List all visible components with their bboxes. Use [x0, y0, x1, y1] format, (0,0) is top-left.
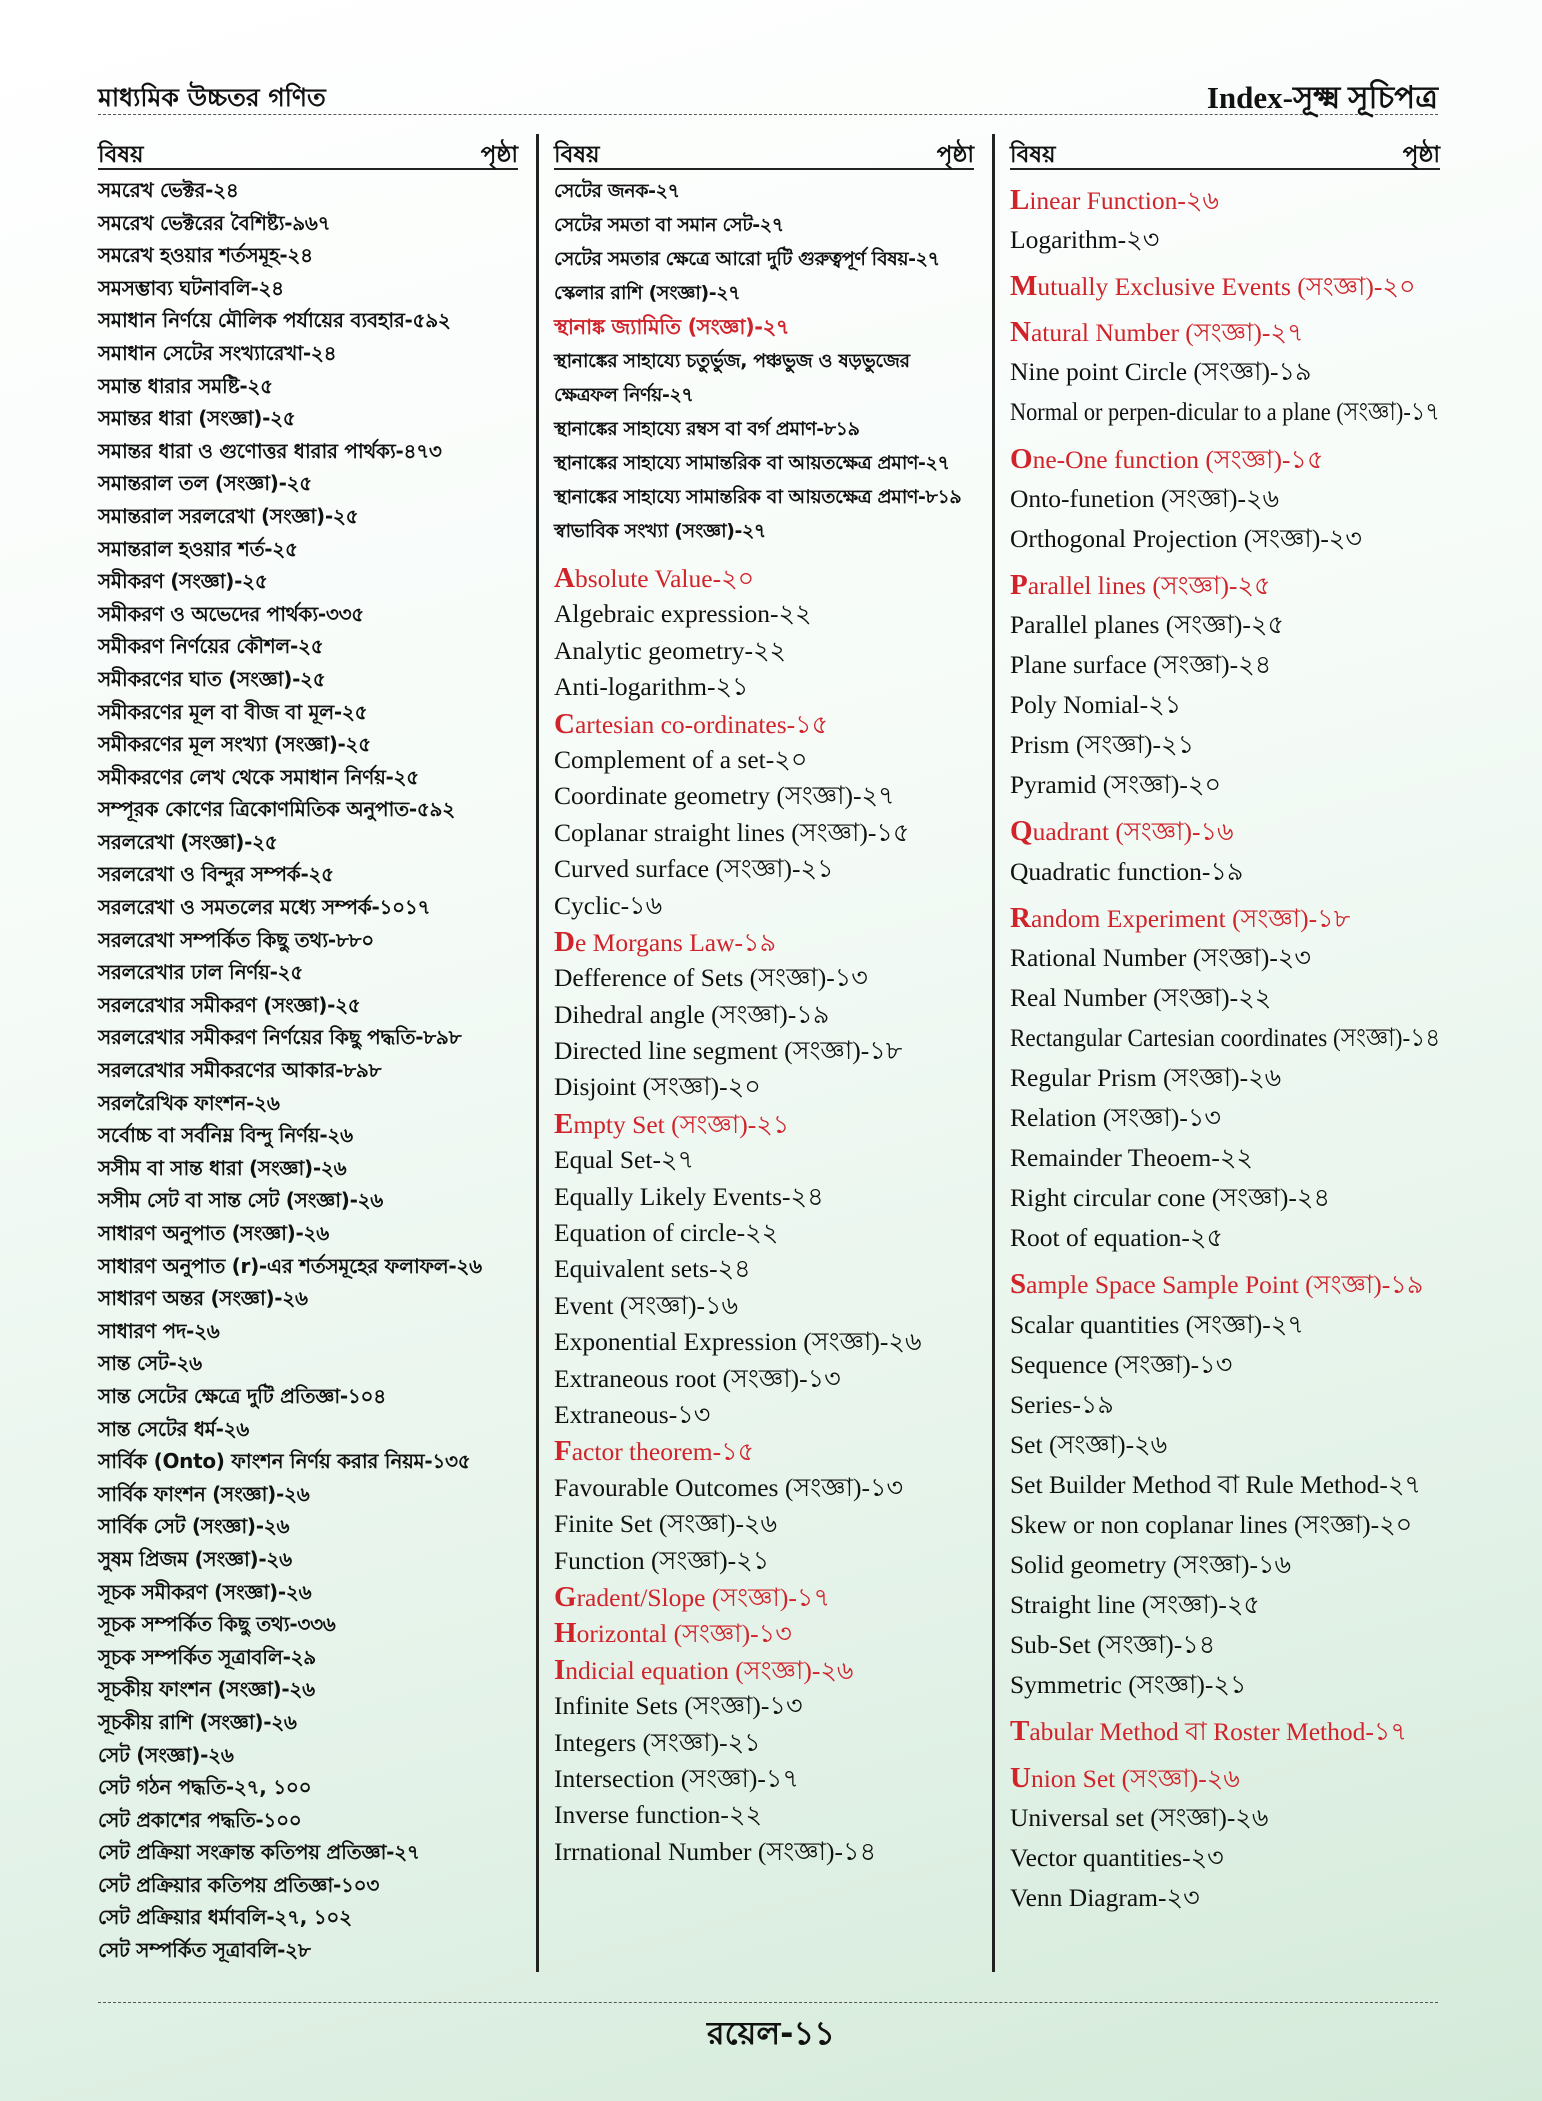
index-entry: সমান্তর ধারা ও গুণোত্তর ধারার পার্থক্য-৪৭৩ [98, 438, 442, 463]
index-heading [554, 1615, 974, 1651]
index-entry: Event (সংজ্ঞা)-১৬ [554, 1290, 739, 1320]
heading-text: uadrant (সংজ্ঞা)-১৬ [1032, 817, 1234, 847]
index-entry: সূচকীয় ফাংশন (সংজ্ঞা)-২৬ [98, 1677, 315, 1702]
index-entry: Onto-funetion (সংজ্ঞা)-২৬ [1010, 483, 1280, 513]
index-entry: স্কেলার রাশি (সংজ্ঞা)-২৭ [554, 282, 741, 304]
heading-text: inear Function-২৬ [1029, 186, 1220, 215]
index-heading [554, 1433, 974, 1469]
index-entry: Venn Diagram-২৩ [1010, 1882, 1200, 1912]
index-entry: Complement of a set-২০ [554, 744, 808, 774]
index-entry: Extraneous-১৩ [554, 1399, 711, 1429]
index-entry: Defference of Sets (সংজ্ঞা)-১৩ [554, 963, 868, 993]
heading-initial: L [1010, 184, 1030, 216]
index-heading [1010, 180, 1440, 220]
index-entry: স্বাভাবিক সংখ্যা (সংজ্ঞা)-২৭ [554, 520, 766, 542]
index-entry: সমরেখ ভেক্টর-২৪ [98, 178, 239, 202]
heading-text: andom Experiment (সংজ্ঞা)-১৮ [1030, 903, 1351, 933]
index-entry: সুষম প্রিজম (সংজ্ঞা)-২৬ [98, 1546, 292, 1571]
index-entry: সমীকরণের লেখ থেকে সমাধান নির্ণয়-২৫ [98, 764, 419, 789]
heading-text: ne-One function (সংজ্ঞা)-১৫ [1032, 444, 1324, 474]
index-entry: Curved surface (সংজ্ঞা)-২১ [554, 854, 834, 884]
index-entry: Right circular cone (সংজ্ঞা)-২৪ [1010, 1183, 1331, 1213]
index-entry: সরলরেখা (সংজ্ঞা)-২৫ [98, 829, 278, 854]
index-entry: Set Builder Method বা Rule Method-২৭ [1010, 1469, 1422, 1499]
index-entry: Quadratic function-১৯ [1010, 856, 1244, 886]
index-entry: Inverse function-২২ [554, 1800, 763, 1830]
index-entry: স্থানাঙ্কের সাহায্যে সামান্তরিক বা আয়তক্ষেত্র প্রমাণ-৮১৯ [554, 486, 962, 508]
heading-text: atural Number (সংজ্ঞা)-২৭ [1030, 318, 1304, 348]
heading-initial: স্থা [554, 315, 574, 339]
index-entry: সরলরেখার ঢাল নির্ণয়-২৫ [98, 960, 304, 985]
index-entry: সমীকরণের মূল সংখ্যা (সংজ্ঞা)-২৫ [98, 732, 371, 757]
heading-initial: F [554, 1435, 572, 1468]
index-entry: Remainder Theoem-২২ [1010, 1143, 1253, 1173]
index-entry: Universal set (সংজ্ঞা)-২৬ [1010, 1802, 1269, 1832]
index-entry: Equation of circle-২২ [554, 1218, 779, 1248]
index-entry: সমাধান নির্ণয়ে মৌলিক পর্যায়ের ব্যবহার-৫৯২ [98, 308, 451, 333]
index-entry: স্থানাঙ্কের সাহায্যে রম্বস বা বর্গ প্রমাণ-৮১৯ [554, 418, 860, 440]
page-footer: রয়েল-১১ [707, 2014, 835, 2052]
index-entry: সমান্তর ধারা (সংজ্ঞা)-২৫ [98, 406, 296, 431]
index-entry: Vector quantities-২৩ [1010, 1842, 1224, 1872]
index-entry: সম্পূরক কোণের ত্রিকোণমিতিক অনুপাত-৫৯২ [98, 797, 455, 822]
index-entry: সূচক সমীকরণ (সংজ্ঞা)-২৬ [98, 1579, 312, 1604]
heading-text: artesian co-ordinates-১৫ [574, 709, 829, 739]
index-entry: সাধারণ অনুপাত (r)-এর শর্তসমূহের ফলাফল-২৬ [98, 1253, 482, 1278]
index-heading [1010, 565, 1440, 605]
index-entry: সরলরেখা ও সমতলের মধ্যে সম্পর্ক-১০১৭ [98, 895, 431, 920]
heading-initial: M [1010, 270, 1038, 303]
index-entry: সমসম্ভাব্য ঘটনাবলি-২৪ [98, 275, 284, 300]
index-heading [554, 560, 974, 596]
index-entry: সমীকরণের ঘাত (সংজ্ঞা)-২৫ [98, 666, 326, 691]
index-entry: Sub-Set (সংজ্ঞা)-১৪ [1010, 1630, 1216, 1660]
index-entry: সমাধান সেটের সংখ্যারেখা-২৪ [98, 340, 337, 365]
index-entry: সরলরেখা ও বিন্দুর সম্পর্ক-২৫ [98, 862, 334, 887]
heading-initial: I [554, 1653, 566, 1686]
index-entry: Sequence (সংজ্ঞা)-১৩ [1010, 1349, 1233, 1379]
page-label: পৃষ্ঠা [1402, 142, 1440, 168]
index-heading [554, 1579, 974, 1615]
index-entry: ক্ষেত্রফল নির্ণয়-২৭ [554, 384, 694, 406]
index-list [98, 174, 518, 1967]
page-label: পৃষ্ঠা [480, 142, 518, 168]
index-entry: সেট প্রক্রিয়া সংক্রান্ত কতিপয় প্রতিজ্ঞা-২৭ [98, 1840, 420, 1865]
index-entry: সেটের সমতা বা সমান সেট-২৭ [554, 214, 784, 236]
heading-initial: C [554, 707, 575, 740]
index-entry: সেট (সংজ্ঞা)-২৬ [98, 1742, 234, 1767]
index-entry: সমান্তরাল তল (সংজ্ঞা)-২৫ [98, 471, 312, 496]
book-title: মাধ্যমিক উচ্চতর গণিত [98, 83, 326, 112]
index-heading [554, 706, 974, 742]
index-heading [1010, 439, 1440, 479]
index-entry: Integers (সংজ্ঞা)-২১ [554, 1727, 761, 1757]
index-heading [554, 1652, 974, 1688]
index-entry: Root of equation-২৫ [1010, 1223, 1224, 1253]
index-entry: Real Number (সংজ্ঞা)-২২ [1010, 982, 1272, 1012]
index-entry: সসীম বা সান্ত ধারা (সংজ্ঞা)-২৬ [98, 1155, 347, 1180]
index-heading [554, 924, 974, 960]
index-entry: Directed line segment (সংজ্ঞা)-১৮ [554, 1036, 903, 1066]
index-entry: Normal or perpen-dicular to a plane (সংজ্ঞা)-১৭ [1010, 397, 1440, 427]
index-entry: Favourable Outcomes (সংজ্ঞা)-১৩ [554, 1472, 904, 1502]
column-header [98, 132, 518, 170]
index-heading [1010, 1758, 1440, 1798]
page-header [98, 74, 1438, 115]
index-entry: সমান্ত ধারার সমষ্টি-২৫ [98, 373, 273, 398]
index-entry: সমীকরণ (সংজ্ঞা)-২৫ [98, 569, 268, 594]
index-entry: Solid geometry (সংজ্ঞা)-১৬ [1010, 1550, 1292, 1580]
index-entry: সান্ত সেটের ধর্ম-২৬ [98, 1416, 250, 1441]
index-entry: Parallel planes (সংজ্ঞা)-২৫ [1010, 609, 1285, 639]
index-column-1 [98, 132, 518, 1967]
index-entry: স্থানাঙ্কের সাহায্যে সামান্তরিক বা আয়তক্ষেত্র প্রমাণ-২৭ [554, 452, 950, 474]
index-entry: Plane surface (সংজ্ঞা)-২৪ [1010, 650, 1272, 680]
index-entry: Nine point Circle (সংজ্ঞা)-১৯ [1010, 357, 1312, 387]
page-label: পৃষ্ঠা [936, 142, 974, 168]
index-entry: সার্বিক (Onto) ফাংশন নির্ণয় করার নিয়ম-১৩৫ [98, 1449, 471, 1474]
index-entry: সেট সম্পর্কিত সূত্রাবলি-২৮ [98, 1938, 311, 1963]
heading-initial: G [554, 1580, 577, 1613]
index-entry: Straight line (সংজ্ঞা)-২৫ [1010, 1590, 1260, 1620]
heading-initial: Q [1010, 815, 1033, 848]
heading-text: ample Space Sample Point (সংজ্ঞা)-১৯ [1026, 1270, 1424, 1300]
index-title: Index-সূক্ষ্ম সূচিপত্র [1206, 80, 1438, 115]
heading-initial: N [1010, 316, 1031, 349]
index-entry: সেটের জনক-২৭ [554, 180, 680, 202]
index-entry: সরলরৈখিক ফাংশন-২৬ [98, 1090, 280, 1115]
subject-label: বিষয় [98, 142, 144, 168]
index-heading [554, 1106, 974, 1142]
subject-label: বিষয় [554, 142, 600, 168]
index-entry: Relation (সংজ্ঞা)-১৩ [1010, 1103, 1221, 1133]
index-entry: Infinite Sets (সংজ্ঞা)-১৩ [554, 1691, 803, 1721]
heading-initial: T [1010, 1715, 1030, 1748]
heading-text: arallel lines (সংজ্ঞা)-২৫ [1027, 570, 1271, 600]
index-entry: Scalar quantities (সংজ্ঞা)-২৭ [1010, 1309, 1304, 1339]
index-entry: সর্বোচ্চ বা সর্বনিম্ন বিন্দু নির্ণয়-২৬ [98, 1123, 353, 1148]
heading-text: bsolute Value-২০ [574, 564, 755, 593]
index-entry: Equivalent sets-২৪ [554, 1254, 751, 1284]
index-entry: Regular Prism (সংজ্ঞা)-২৬ [1010, 1062, 1282, 1092]
heading-text: abular Method বা Roster Method-১৭ [1029, 1717, 1407, 1747]
index-entry: Orthogonal Projection (সংজ্ঞা)-২৩ [1010, 523, 1362, 553]
index-entry: Pyramid (সংজ্ঞা)-২০ [1010, 770, 1222, 800]
heading-initial: R [1010, 901, 1031, 934]
index-entry: সমরেখ হওয়ার শর্তসমূহ-২৪ [98, 243, 313, 268]
index-entry: Logarithm-২৩ [1010, 225, 1160, 255]
index-entry: Skew or non coplanar lines (সংজ্ঞা)-২০ [1010, 1510, 1413, 1539]
index-entry: Analytic geometry-২২ [554, 635, 787, 665]
index-entry: সেটের সমতার ক্ষেত্রে আরো দুটি গুরুত্বপূর্ণ বিষয়-২৭ [554, 248, 940, 270]
index-entry: স্থানাঙ্কের সাহায্যে চতুর্ভুজ, পঞ্চভুজ ও ষড়ভুজের [554, 350, 910, 372]
index-entry: Dihedral angle (সংজ্ঞা)-১৯ [554, 999, 830, 1029]
index-column-2 [554, 132, 974, 1870]
heading-initial: O [1010, 442, 1033, 475]
index-entry: Equal Set-২৭ [554, 1145, 695, 1175]
index-entry: সার্বিক সেট (সংজ্ঞা)-২৬ [98, 1514, 290, 1539]
index-entry: Equally Likely Events-২৪ [554, 1181, 824, 1211]
index-entry: সমান্তরাল সরলরেখা (সংজ্ঞা)-২৫ [98, 503, 359, 528]
index-list [1010, 174, 1440, 1918]
column-header [554, 132, 974, 170]
index-entry: সমীকরণ ও অভেদের পার্থক্য-৩৩৫ [98, 601, 364, 626]
index-entry: সাধারণ অনুপাত (সংজ্ঞা)-২৬ [98, 1221, 329, 1245]
index-entry: সমরেখ ভেক্টরের বৈশিষ্ট্য-৯৬৭ [98, 210, 331, 235]
index-entry: সেট প্রক্রিয়ার কতিপয় প্রতিজ্ঞা-১০৩ [98, 1872, 380, 1897]
index-entry: Coordinate geometry (সংজ্ঞা)-২৭ [554, 781, 895, 811]
index-entry: Exponential Expression (সংজ্ঞা)-২৬ [554, 1327, 922, 1357]
index-heading [1010, 266, 1440, 306]
index-column-3 [1010, 132, 1440, 1918]
index-entry: সমান্তরাল হওয়ার শর্ত-২৫ [98, 536, 298, 561]
index-entry: Rectangular Cartesian coordinates (সংজ্ঞা)-১৪ [1010, 1022, 1441, 1052]
index-entry: সরলরেখার সমীকরণ নির্ণয়ের কিছু পদ্ধতি-৮৯৮ [98, 1025, 462, 1050]
index-entry: Anti-logarithm-২১ [554, 672, 749, 702]
column-divider [992, 134, 995, 1972]
subject-label: বিষয় [1010, 142, 1056, 168]
index-heading [1010, 811, 1440, 851]
index-entry: Finite Set (সংজ্ঞা)-২৬ [554, 1509, 778, 1539]
index-entry: সরলরেখা সম্পর্কিত কিছু তথ্য-৮৮০ [98, 927, 374, 952]
index-entry: সান্ত সেটের ক্ষেত্রে দুটি প্রতিজ্ঞা-১০৪ [98, 1383, 386, 1408]
column-divider [536, 134, 539, 1972]
index-entry: সাধারণ পদ-২৬ [98, 1318, 220, 1343]
heading-initial: U [1010, 1761, 1031, 1794]
heading-text: mpty Set (সংজ্ঞা)-২১ [573, 1109, 790, 1139]
index-entry: Intersection (সংজ্ঞা)-১৭ [554, 1763, 799, 1793]
index-entry: Cyclic-১৬ [554, 890, 663, 920]
index-entry: সূচকীয় রাশি (সংজ্ঞা)-২৬ [98, 1709, 297, 1734]
index-entry: Poly Nomial-২১ [1010, 690, 1182, 720]
index-entry: সেট প্রক্রিয়ার ধর্মাবলি-২৭, ১০২ [98, 1905, 352, 1930]
index-heading [1010, 312, 1440, 352]
heading-text: radent/Slope (সংজ্ঞা)-১৭ [576, 1582, 831, 1612]
footer-divider [98, 2002, 1438, 2003]
index-entry: সরলরেখার সমীকরণ (সংজ্ঞা)-২৫ [98, 992, 361, 1017]
index-heading [1010, 898, 1440, 938]
heading-text: utually Exclusive Events (সংজ্ঞা)-২০ [1037, 272, 1416, 302]
heading-initial: D [554, 925, 575, 958]
index-entry: সান্ত সেট-২৬ [98, 1351, 202, 1376]
index-entry: Algebraic expression-২২ [554, 599, 812, 629]
heading-text: nion Set (সংজ্ঞা)-২৬ [1030, 1763, 1240, 1793]
column-header [1010, 132, 1440, 170]
index-entry: Irrnational Number (সংজ্ঞা)-১৪ [554, 1836, 877, 1866]
index-entry: Set (সংজ্ঞা)-২৬ [1010, 1429, 1168, 1459]
index-entry: সূচক সম্পর্কিত সূত্রাবলি-২৯ [98, 1644, 316, 1669]
heading-text: ndicial equation (সংজ্ঞা)-২৬ [565, 1655, 854, 1685]
index-entry: Extraneous root (সংজ্ঞা)-১৩ [554, 1363, 841, 1393]
index-entry: সার্বিক ফাংশন (সংজ্ঞা)-২৬ [98, 1481, 310, 1506]
index-heading [1010, 1711, 1440, 1751]
index-entry: সমীকরণের মূল বা বীজ বা মূল-২৫ [98, 699, 368, 724]
index-entry: সেট প্রকাশের পদ্ধতি-১০০ [98, 1807, 302, 1832]
heading-initial: E [554, 1107, 574, 1140]
index-list [554, 174, 974, 1870]
index-entry: Function (সংজ্ঞা)-২১ [554, 1545, 770, 1575]
index-entry: সাধারণ অন্তর (সংজ্ঞা)-২৬ [98, 1286, 308, 1311]
heading-text: orizontal (সংজ্ঞা)-১৩ [576, 1619, 792, 1649]
heading-initial: P [1010, 568, 1028, 601]
index-entry: সরলরেখার সমীকরণের আকার-৮৯৮ [98, 1058, 382, 1083]
index-entry: Symmetric (সংজ্ঞা)-২১ [1010, 1670, 1247, 1700]
heading-text: নাঙ্ক জ্যামিতি (সংজ্ঞা)-২৭ [573, 315, 790, 339]
index-entry: Disjoint (সংজ্ঞা)-২০ [554, 1072, 761, 1102]
index-heading [554, 310, 974, 344]
heading-initial: S [1010, 1268, 1027, 1301]
index-entry: সূচক সম্পর্কিত কিছু তথ্য-৩৩৬ [98, 1612, 336, 1637]
heading-initial: H [554, 1617, 577, 1650]
index-entry: Series-১৯ [1010, 1389, 1114, 1419]
index-heading [1010, 1264, 1440, 1304]
index-entry: সমীকরণ নির্ণয়ের কৌশল-২৫ [98, 634, 324, 659]
index-entry: সেট গঠন পদ্ধতি-২৭, ১০০ [98, 1775, 312, 1800]
index-entry: Prism (সংজ্ঞা)-২১ [1010, 730, 1195, 760]
index-entry: সসীম সেট বা সান্ত সেট (সংজ্ঞা)-২৬ [98, 1188, 383, 1213]
index-entry: Coplanar straight lines (সংজ্ঞা)-১৫ [554, 817, 910, 847]
heading-initial: A [554, 562, 575, 594]
heading-text: e Morgans Law-১৯ [574, 927, 777, 957]
index-entry: Rational Number (সংজ্ঞা)-২৩ [1010, 942, 1311, 972]
heading-text: actor theorem-১৫ [571, 1437, 755, 1467]
